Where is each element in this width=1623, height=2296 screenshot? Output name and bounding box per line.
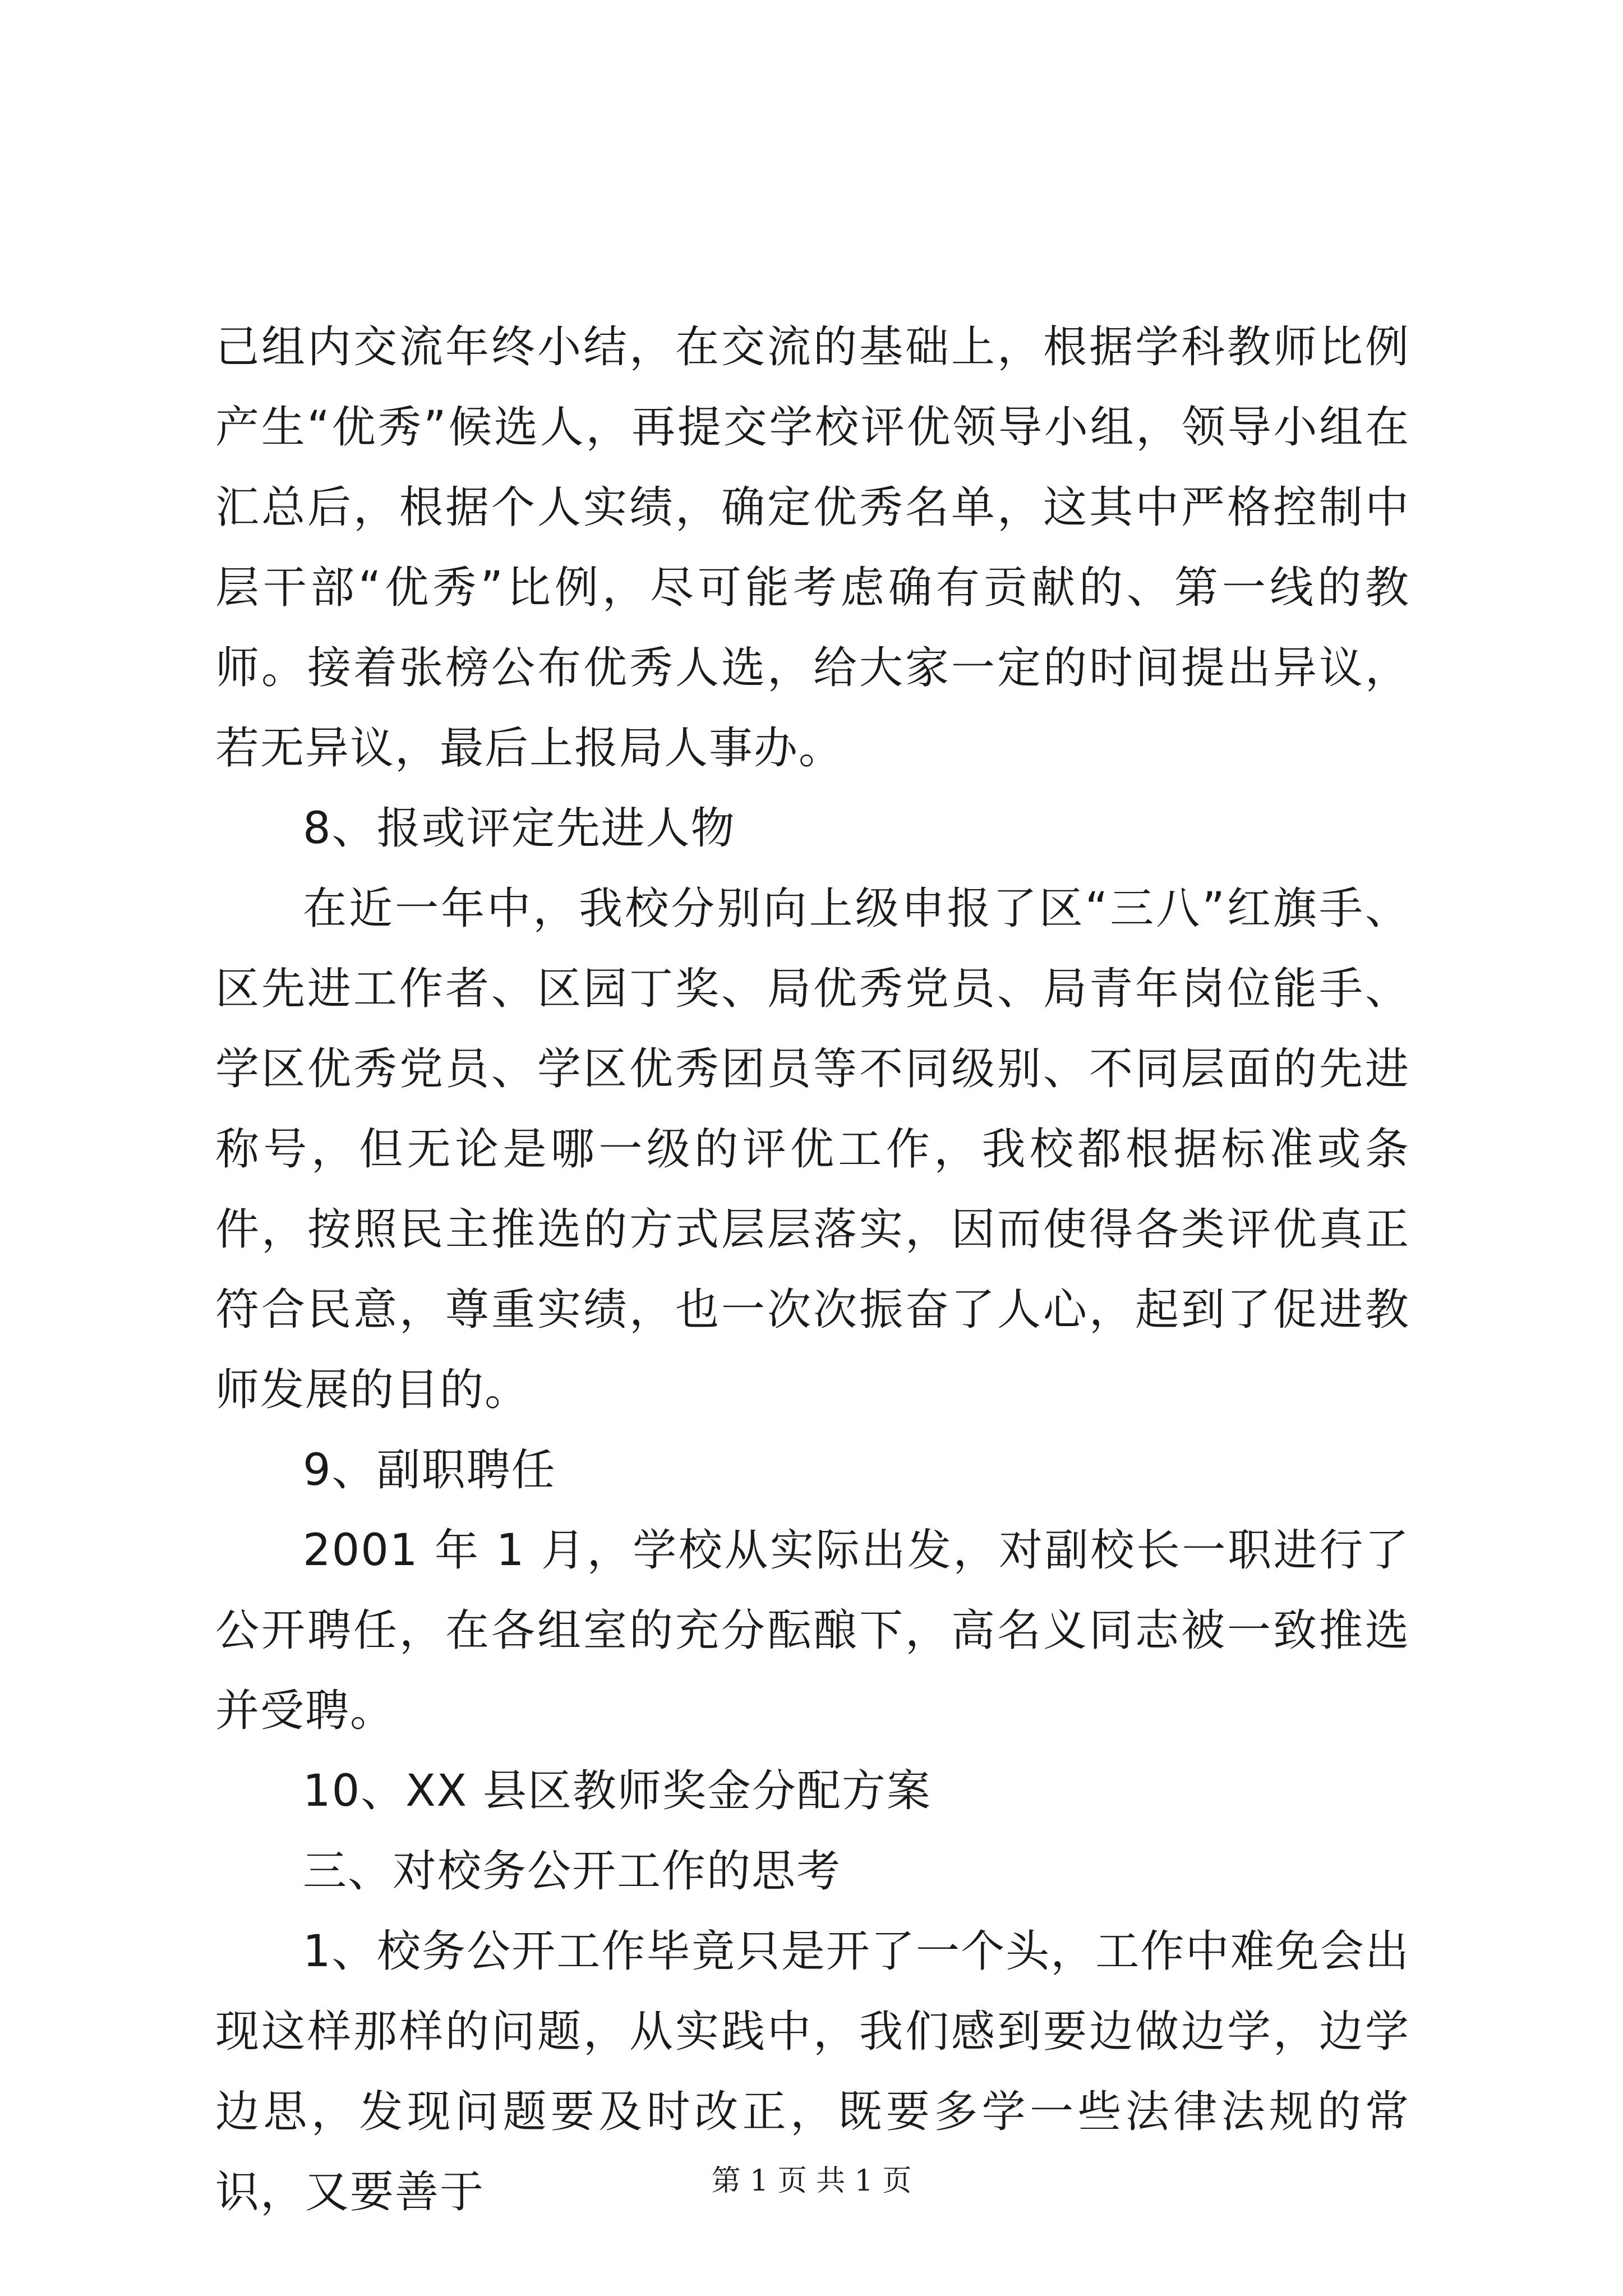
paragraph-deputy-appointment: 2001 年 1 月，学校从实际出发，对副校长一职进行了公开聘任，在各组室的充分酝酿下，高名义同志被一致推选并受聘。 [215,1525,1410,1736]
paragraph-continuation: 己组内交流年终小结，在交流的基础上，根据学科教师比例产生“优秀”候选人，再提交学校评优领导小组，领导小组在汇总后，根据个人实绩，确定优秀名单，这其中严格控制中层干部“优秀”比例，尽可能考虑确有贡献的、第一线的教师。接着张榜公布优秀人选，给大家一定的时间提出异议，若无异议，最后上报局人事办。 [215,322,1410,774]
paragraph-reflection-1: 1、校务公开工作毕竟只是开了一个头，工作中难免会出现这样那样的问题，从实践中，我们感到要边做边学，边学边思，发现问题要及时改正，既要多学一些法律法规的常识，又要善于 [215,1926,1410,2217]
heading-item-8: 8、报或评定先进人物 [303,803,736,854]
section-heading-3: 三、对校务公开工作的思考 [303,1846,842,1897]
page-footer: 第 1 页 共 1 页 [711,2164,912,2198]
paragraph-advanced-figures: 在近一年中，我校分别向上级申报了区“三八”红旗手、区先进工作者、区园丁奖、局优秀党员、局青年岗位能手、学区优秀党员、学区优秀团员等不同级别、不同层面的先进称号，但无论是哪一级的评优工作，我校都根据标准或条件，按照民主推选的方式层层落实，因而使得各类评优真正符合民意，尊重实绩，也一次次振奋了人心，起到了促进教师发展的目的。 [215,884,1410,1415]
document-body [215,307,1410,2233]
heading-item-10: 10、XX 县区教师奖金分配方案 [303,1766,932,1816]
heading-item-9: 9、副职聘任 [303,1445,556,1496]
